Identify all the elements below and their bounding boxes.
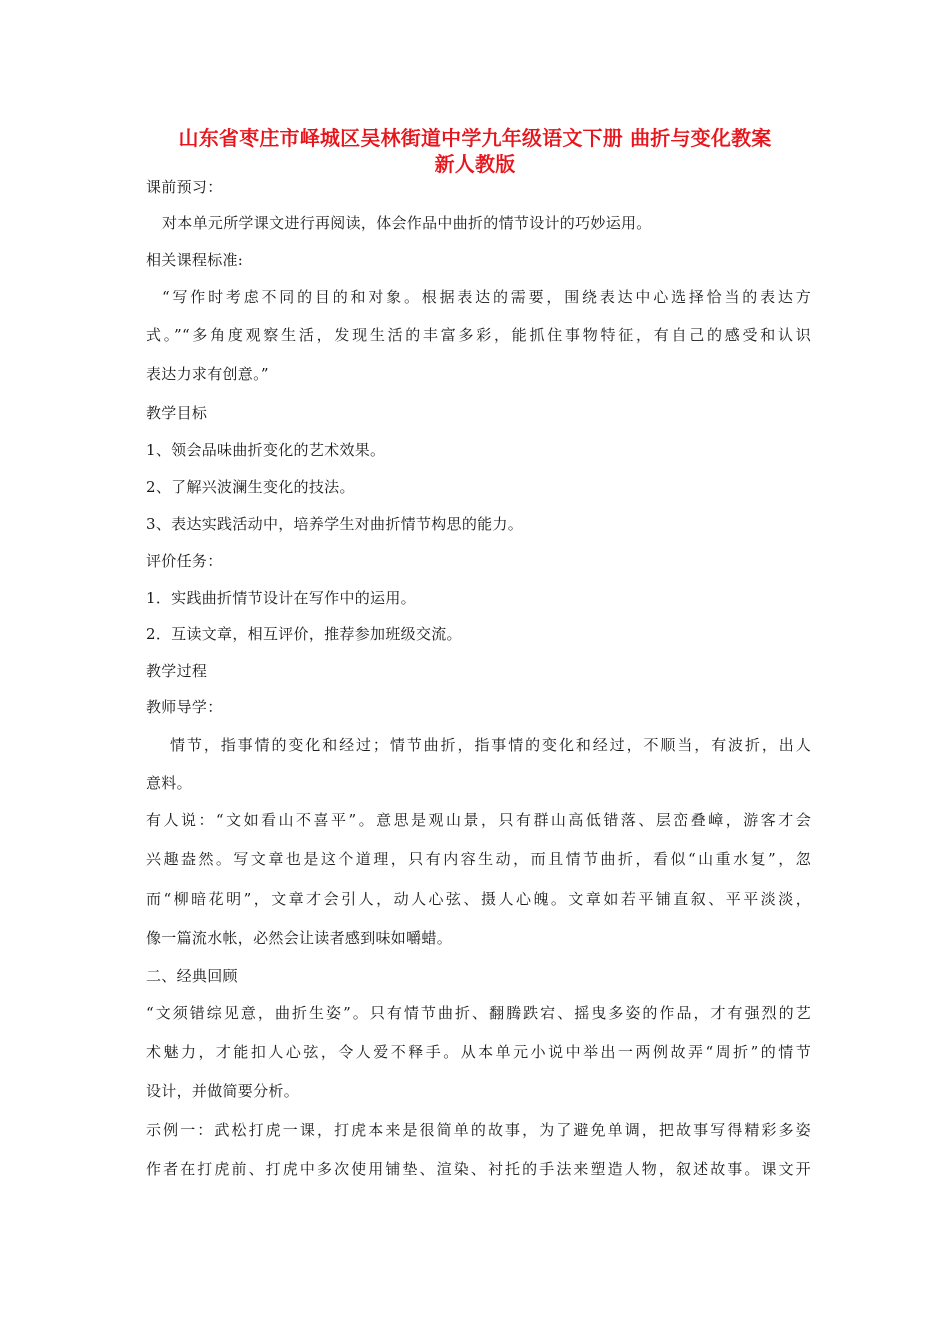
heading-evaluation-tasks: 评价任务： <box>146 552 223 570</box>
paragraph-line: “写作时考虑不同的目的和对象。根据表达的需要，围绕表达中心选择恰当的表达方 <box>162 288 811 306</box>
list-item: 1．实践曲折情节设计在写作中的运用。 <box>146 589 416 607</box>
heading-teaching-process: 教学过程 <box>146 662 208 680</box>
paragraph-line: 有人说：“文如看山不喜平”。意思是观山景，只有群山高低错落、层峦叠嶂，游客才会 <box>146 811 811 829</box>
heading-curriculum-standard: 相关课程标准: <box>146 251 244 269</box>
paragraph-line: 兴趣盎然。写文章也是这个道理，只有内容生动，而且情节曲折，看似“山重水复”，忽 <box>146 850 811 868</box>
paragraph-line: 而“柳暗花明”，文章才会引人，动人心弦、摄人心魄。文章如若平铺直叙、平平淡淡， <box>146 890 811 908</box>
paragraph-line: 像一篇流水帐，必然会让读者感到味如嚼蜡。 <box>146 929 453 947</box>
list-item: 2．互读文章，相互评价，推荐参加班级交流。 <box>146 625 462 643</box>
paragraph-line: 对本单元所学课文进行再阅读，体会作品中曲折的情节设计的巧妙运用。 <box>162 214 652 232</box>
paragraph-line: “文须错综见意，曲折生姿”。只有情节曲折、翻腾跌宕、摇曳多姿的作品，才有强烈的艺 <box>146 1004 811 1022</box>
paragraph-line: 意料。 <box>146 774 192 792</box>
list-item: 2、了解兴波澜生变化的技法。 <box>146 478 355 496</box>
document-title-line-1: 山东省枣庄市峄城区吴林街道中学九年级语文下册 曲折与变化教案 <box>178 126 772 150</box>
paragraph-line: 表达力求有创意。” <box>146 365 269 383</box>
heading-classic-review: 二、经典回顾 <box>146 967 238 985</box>
heading-preview: 课前预习： <box>146 178 223 196</box>
list-item: 3、表达实践活动中，培养学生对曲折情节构思的能力。 <box>146 515 524 533</box>
document-title-line-2: 新人教版 <box>434 152 516 176</box>
paragraph-line: 作者在打虎前、打虎中多次使用铺垫、渲染、衬托的手法来塑造人物，叙述故事。课文开 <box>146 1160 811 1178</box>
paragraph-line: 术魅力，才能扣人心弦，令人爱不释手。从本单元小说中举出一两例故弄“周折”的情节 <box>146 1043 811 1061</box>
paragraph-line: 设计，并做简要分析。 <box>146 1082 300 1100</box>
list-item: 1、领会品味曲折变化的艺术效果。 <box>146 441 386 459</box>
paragraph-line: 式。”“多角度观察生活，发现生活的丰富多彩，能抓住事物特征，有自己的感受和认识 <box>146 326 811 344</box>
paragraph-line: 情节，指事情的变化和经过；情节曲折，指事情的变化和经过，不顺当，有波折，出人 <box>170 736 811 754</box>
paragraph-line: 示例一：武松打虎一课，打虎本来是很简单的故事，为了避免单调，把故事写得精彩多姿 <box>146 1121 811 1139</box>
heading-teaching-goals: 教学目标 <box>146 404 208 422</box>
heading-teacher-guide: 教师导学： <box>146 698 223 716</box>
